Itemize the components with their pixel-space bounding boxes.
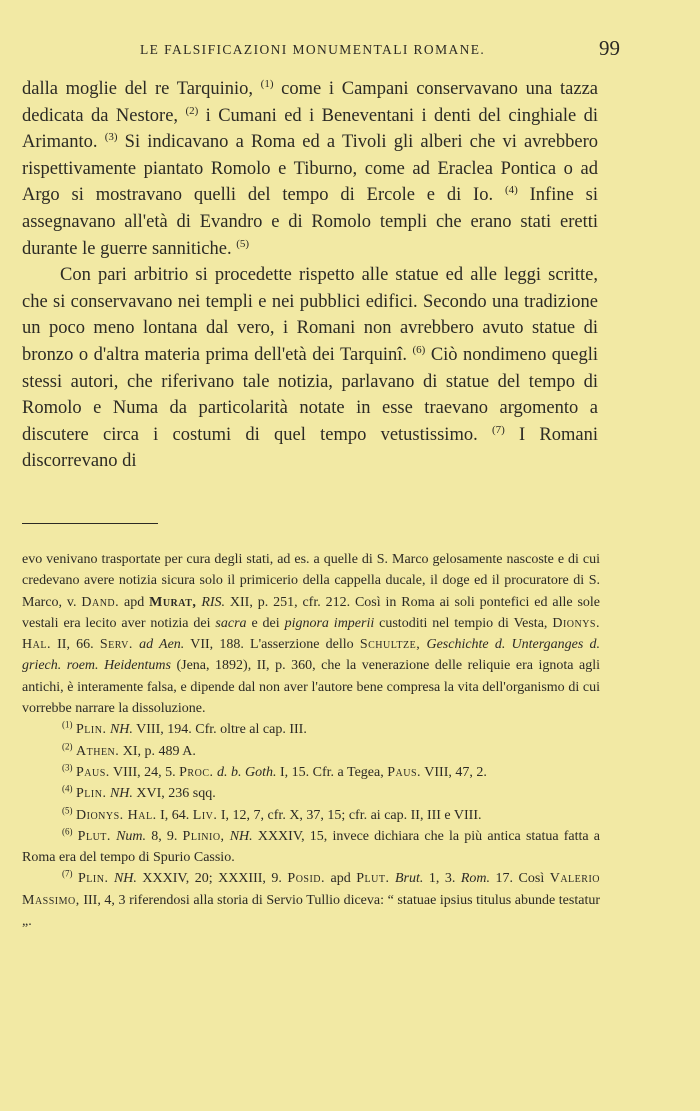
footnote-ref[interactable]: (4) xyxy=(504,184,518,197)
footnote-ref[interactable]: (6) xyxy=(412,343,426,356)
footnote-ref[interactable]: (2) xyxy=(185,104,199,117)
main-text xyxy=(22,76,598,475)
footnote-7: $^{(7)}$ Plin. NH. XXXIV, 20; XXXIII, 9. Posid. apd Plut. Brut. 1, 3. Rom. 17. Così Valerio Massimo, III, 4, 3 riferendosi alla storia di Servio Tullio diceva: “ statuae ipsius titulus abunde testatur „. xyxy=(22,868,600,930)
footnote-5: $^{(5)}$ Dionys. Hal. I, 64. Liv. I, 12, 7, cfr. X, 37, 15; cfr. ai cap. II, III e VIII. xyxy=(62,804,482,823)
footnote-ref[interactable]: (7) xyxy=(491,423,505,436)
footnote-ref[interactable]: (3) xyxy=(104,131,118,144)
running-head: LE FALSIFICAZIONI MONUMENTALI ROMANE. xyxy=(140,42,486,57)
footnote-divider xyxy=(22,523,158,524)
footnotes xyxy=(22,549,600,932)
paragraph: Con pari arbitrio si procedette rispetto alle statue ed alle leggi scritte, che si conservavano nei templi e nei pubblici edifici. Secondo una tradizione un poco meno lontana dal vero, i Romani non avrebbero avuto statue di bronzo o d'altra materia prima dell'età dei Tarquinî. $^{(6)}$ Ciò nondimeno quegli stessi autori, che riferivano tale notizia, parlavano di statue del tempo di Romolo e Numa da particolarità notate in esse traevano argomento a discutere circa i costumi di quel tempo vetustissimo. $^{(7)}$ I Romani discorrevano di xyxy=(22,265,598,472)
footnote-1: $^{(1)}$ Plin. NH. VIII, 194. Cfr. oltre al cap. III. xyxy=(62,719,307,738)
footnote-2: $^{(2)}$ Athen. XI, p. 489 A. xyxy=(62,741,196,759)
page-number: 99 xyxy=(599,36,620,60)
footnote-continuation: evo venivano trasportate per cura degli stati, ad es. a quelle di S. Marco gelosamente nascoste e di cui credevano avere notizia sicura solo il primicerio della cappella ducale, il doge ed il procuratore di S. Marco, v. Dand. apd Murat, RIS. XII, p. 251, cfr. 212. Così in Roma ai soli pontefici ed alle sole vestali era lecito aver notizia dei sacra e dei pignora imperii custoditi nel tempio di Vesta, Dionys. Hal. II, 66. Serv. ad Aen. VII, 188. L'asserzione dello Schultze, Geschichte d. Unterganges d. griech. roem. Heidentums (Jena, 1892), II, p. 360, che la venerazione delle reliquie era ignota agli antichi, è interamente falsa, e dipende dal non aver l'autore bene compresa la vita dell'organismo di cui vorrebbe narrare la dissoluzione. xyxy=(22,552,601,717)
footnote-ref[interactable]: (1) xyxy=(260,77,274,90)
page-header xyxy=(22,36,620,62)
footnote-6: $^{(6)}$ Plut. Num. 8, 9. Plinio, NH. XXXIV, 15, invece dichiara che la più antica statua fatta a Roma era del tempo di Spurio Cassio. xyxy=(22,826,601,866)
footnote-4: $^{(4)}$ Plin. NH. XVI, 236 sqq. xyxy=(62,783,216,802)
footnote-3: $^{(3)}$ Paus. VIII, 24, 5. Proc. d. b. Goth. I, 15. Cfr. a Tegea, Paus. VIII, 47, 2. xyxy=(62,762,487,780)
footnote-ref[interactable]: (5) xyxy=(236,237,250,250)
paragraph: dalla moglie del re Tarquinio, $^{(1)}$ come i Campani conservavano una tazza dedicata da Nestore, $^{(2)}$ i Cumani ed i Beneventani i denti del cinghiale di Arimanto. $^{(3)}$ Si indicavano a Roma ed a Tivoli gli alberi che vi avrebbero rispettivamente piantato Romolo e Tiburno, come ad Eraclea Pontica o ad Argo si mostravano quelli del tempo di Ercole e di Io. $^{(4)}$ Infine si assegnavano all'età di Evandro e di Romolo templi che erano stati eretti durante le guerre sannitiche. $^{(5)}$ xyxy=(22,77,598,259)
